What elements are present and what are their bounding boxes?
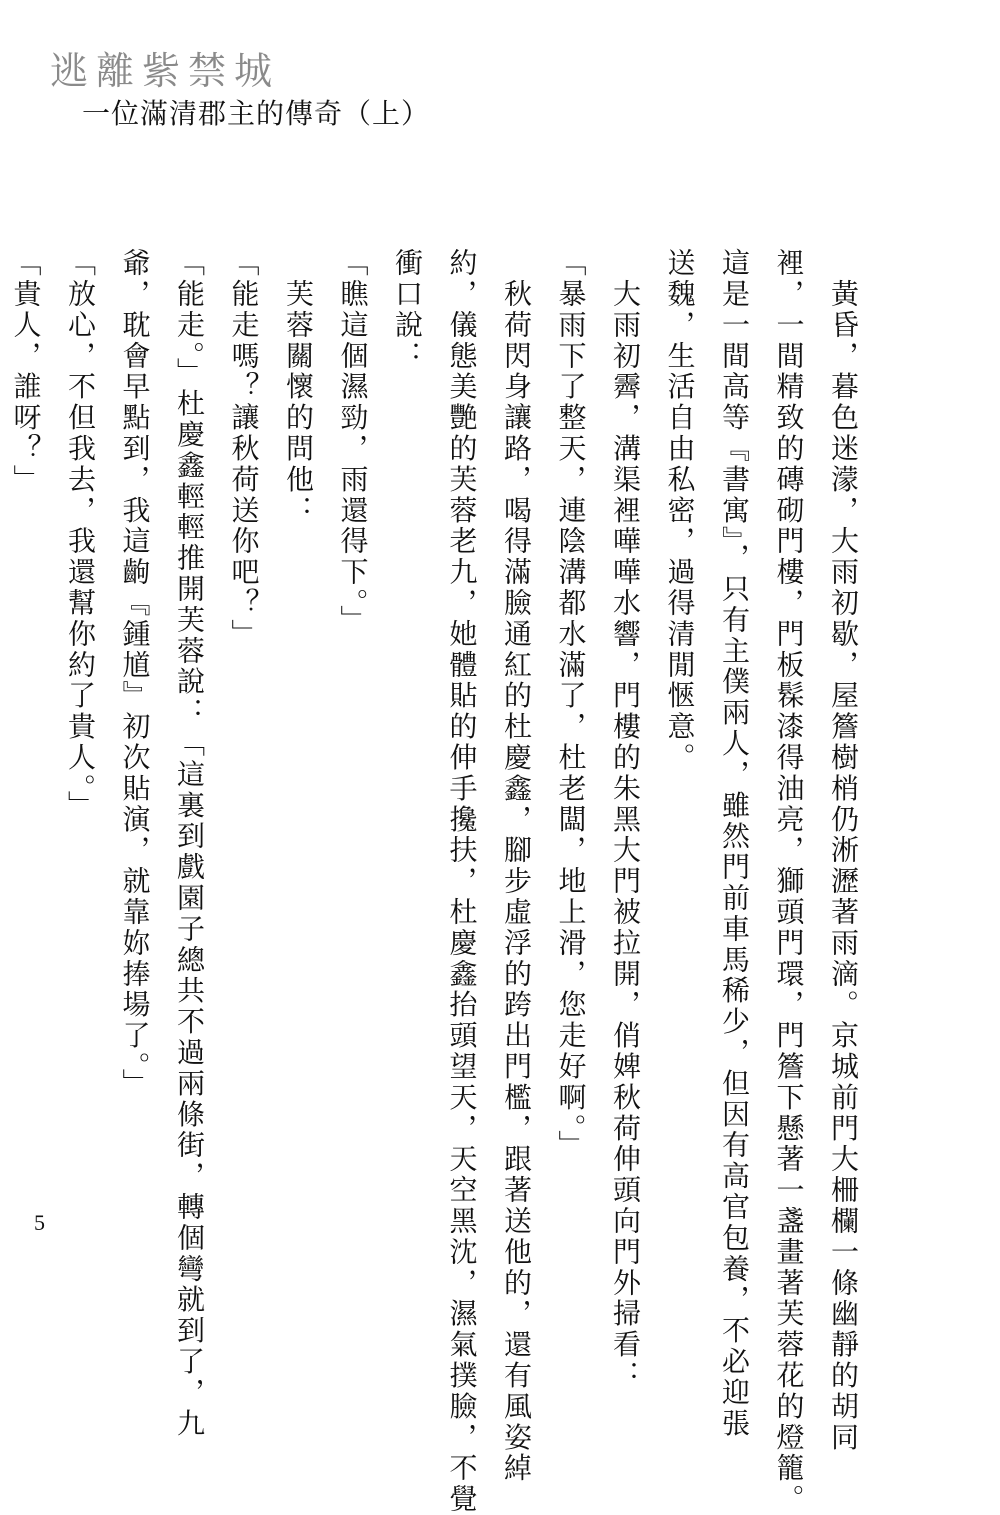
text-column: 「暴雨下了整天，連陰溝都水滿了，杜老闆，地上滑，您走好啊。」: [554, 248, 588, 1161]
text-column: 「瞧這個濕勁，雨還得下。」: [336, 248, 370, 636]
text-column: 「能走。」杜慶鑫輕輕推開芙蓉說：「這裏到戲園子總共不過兩條街，轉個彎就到了，九: [173, 248, 206, 1440]
text-column: 大雨初霽，溝渠裡嘩嘩水響，門樓的朱黑大門被拉開，俏婢秋荷伸頭向門外掃看：: [609, 248, 642, 1392]
text-column: 爺，耽會早點到，我這齣『鍾馗』初次貼演，就靠妳捧場了。」: [118, 248, 152, 1100]
text-column: 「貴人，誰呀？」: [9, 248, 43, 496]
page-number: 5: [34, 1210, 45, 1235]
text-column: 「能走嗎？讓秋荷送你吧？」: [227, 248, 261, 650]
text-column: 衝口說：: [391, 248, 424, 372]
text-column: 「放心，不但我去，我還幫你約了貴人。」: [64, 248, 97, 822]
text-column: 芙蓉關懷的問他：: [282, 248, 315, 527]
body-text: [0, 248, 870, 1515]
text-column: 送魏，生活自由私密，過得清閒愜意。: [663, 248, 697, 774]
text-column: 秋荷閃身讓路，喝得滿臉通紅的杜慶鑫，腳步虛浮的跨出門檻，跟著送他的，還有風姿綽: [500, 248, 533, 1484]
text-column: 黃昏，暮色迷濛，大雨初歇，屋簷樹梢仍淅瀝著雨滴。京城前門大柵欄一條幽靜的胡同: [827, 248, 860, 1454]
text-column: 約，儀態美艷的芙蓉老九，她體貼的伸手攙扶，杜慶鑫抬頭望天，天空黑沈，濕氣撲臉，不覺: [445, 248, 479, 1515]
text-column: 這是一間高等『書寓』，只有主僕兩人，雖然門前車馬稀少，但因有高官包養，不必迎張: [718, 248, 751, 1440]
book-title: 逃離紫禁城: [50, 49, 281, 93]
text-column: 裡，一間精致的磚砌門樓，門板髹漆得油亮，獅頭門環，門簷下懸著一盞畫著芙蓉花的燈籠。: [772, 248, 806, 1515]
chapter-title: 一位滿清郡主的傳奇（上）: [82, 97, 431, 130]
